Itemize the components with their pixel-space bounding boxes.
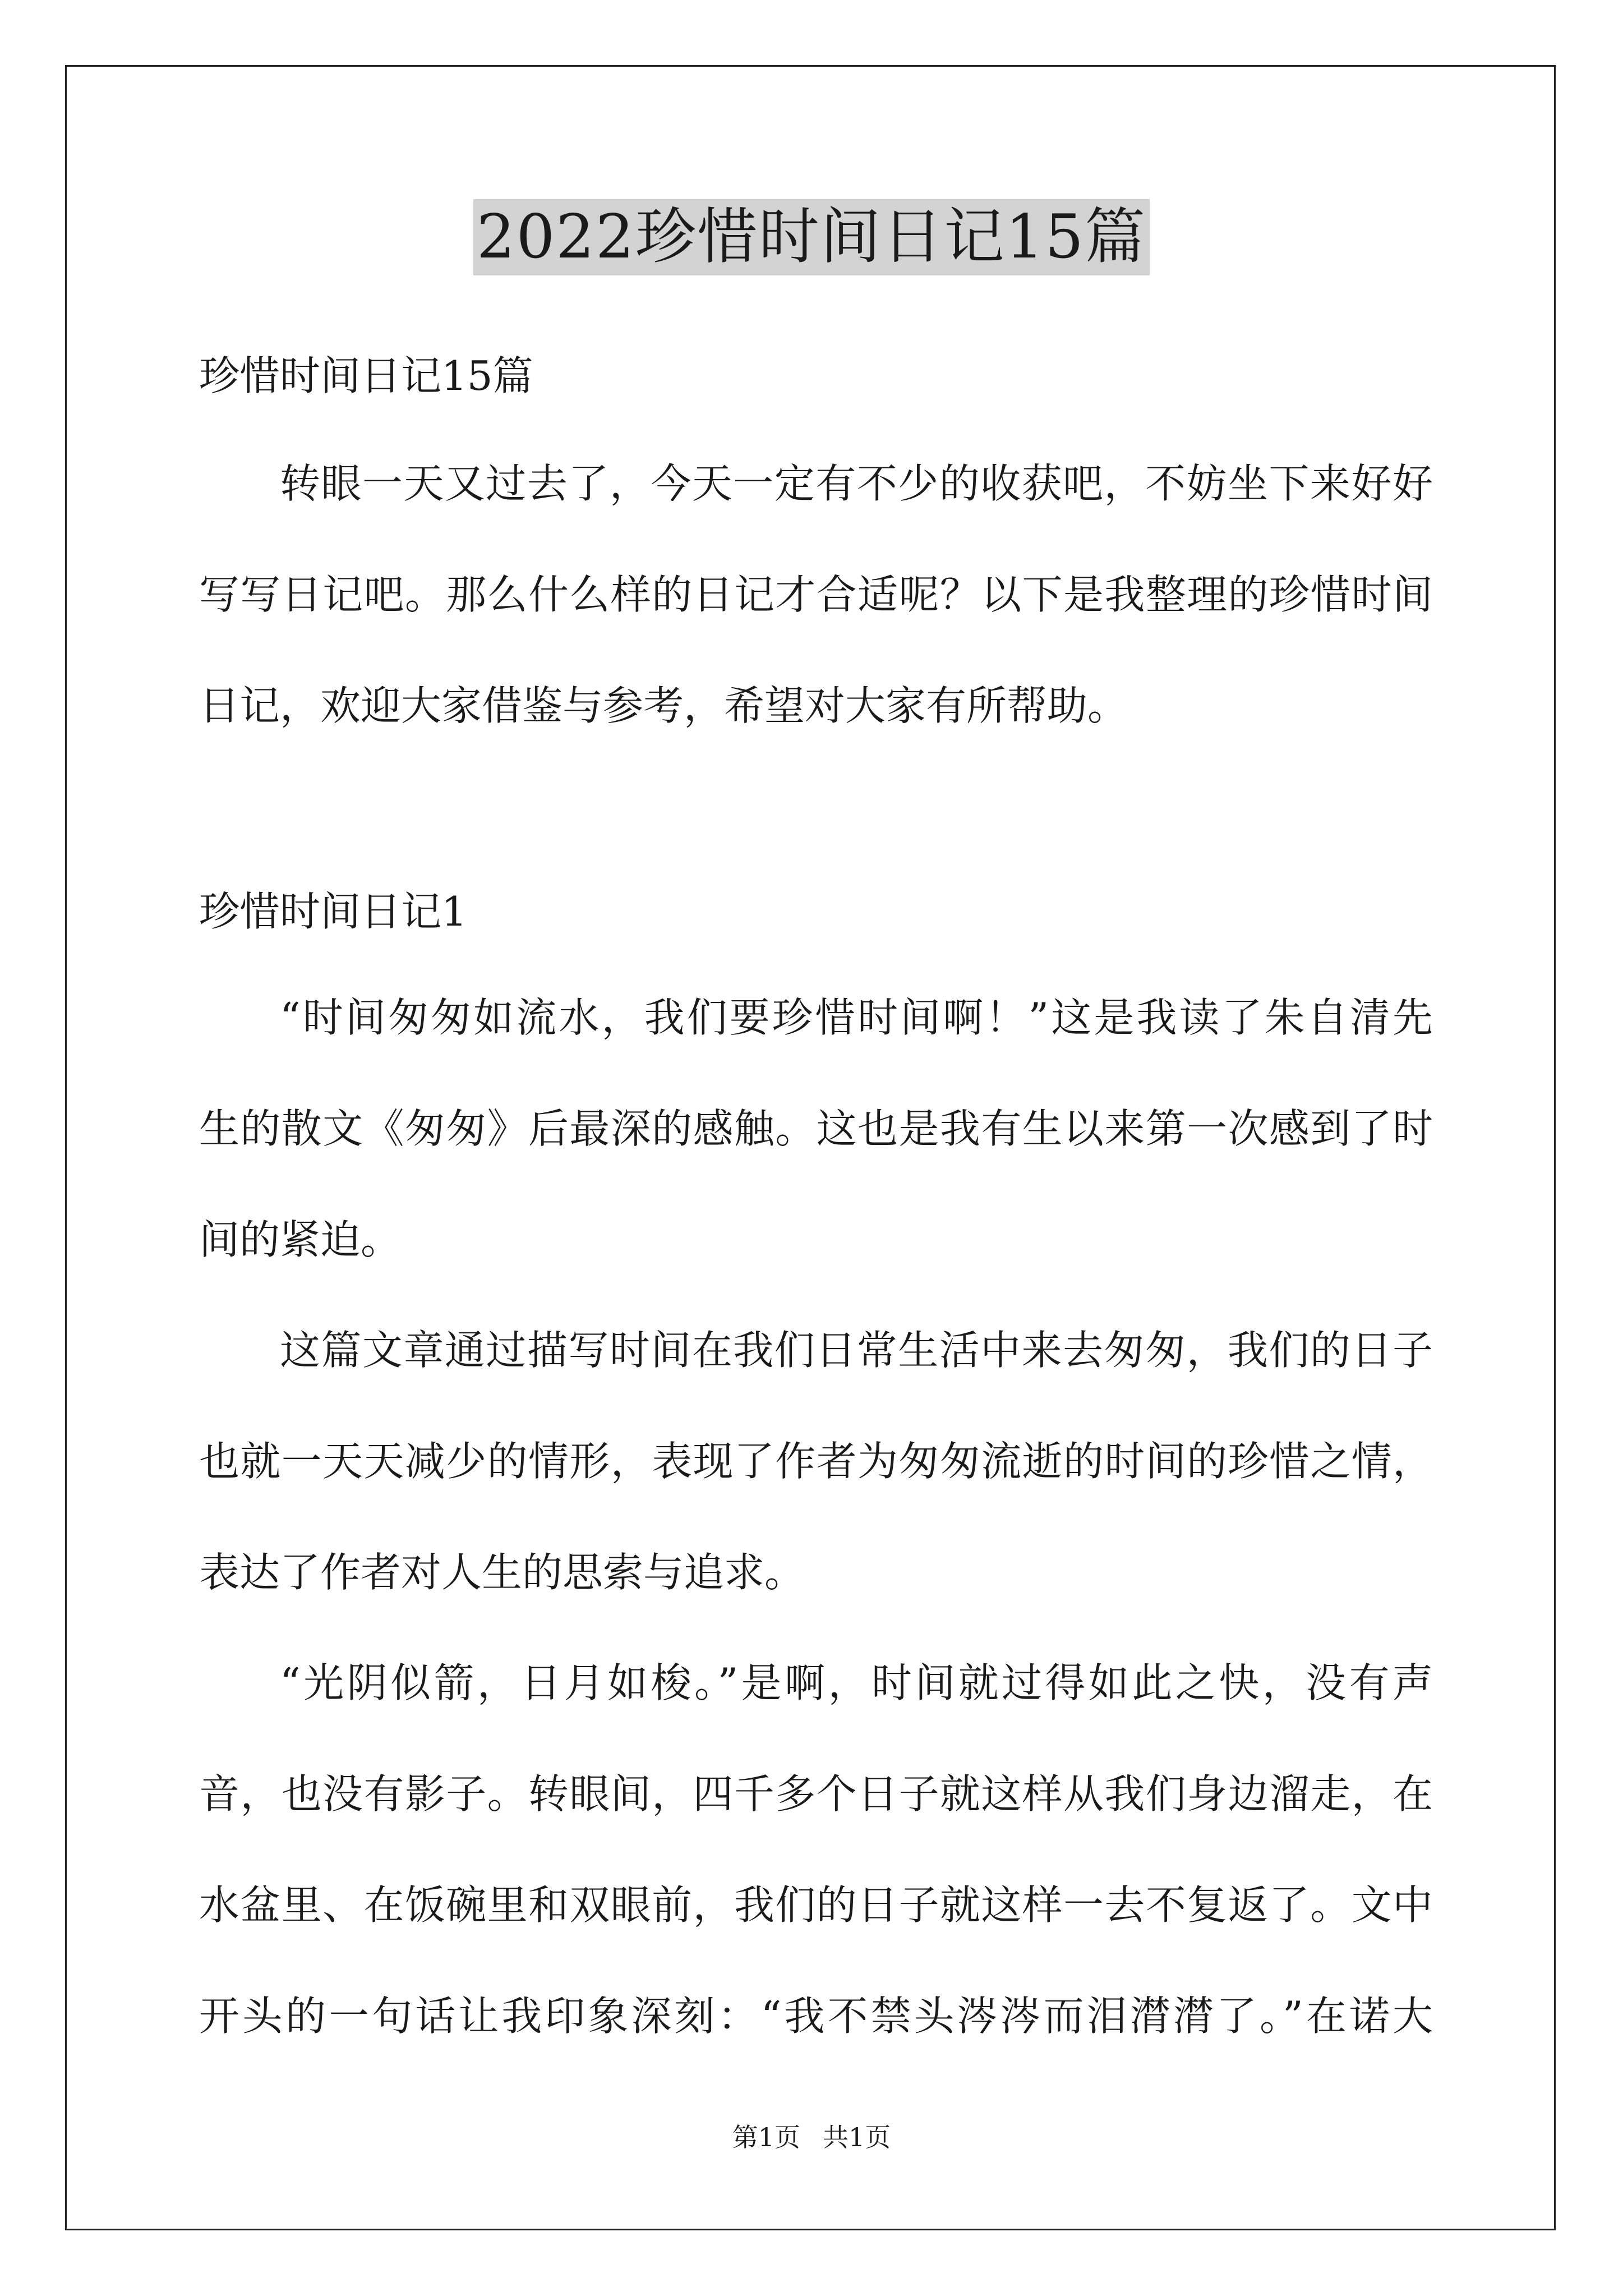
- intro-line-1: 转眼一天又过去了，今天一定有不少的收获吧，不妨坐下来好好: [280, 460, 1433, 507]
- section-heading: 珍惜时间日记1: [199, 888, 467, 935]
- paragraph3-line-1: “光阴似箭，日月如梭。”是啊，时间就过得如此之快，没有声: [280, 1659, 1433, 1706]
- page-number: 第1页: [732, 2122, 800, 2152]
- paragraph3-line-3: 水盆里、在饭碗里和双眼前，我们的日子就这样一去不复返了。文中: [199, 1881, 1433, 1929]
- paragraph2-line-1: 这篇文章通过描写时间在我们日常生活中来去匆匆，我们的日子: [280, 1327, 1433, 1374]
- paragraph2-line-3: 表达了作者对人生的思索与追求。: [199, 1549, 805, 1596]
- paragraph1-line-1: “时间匆匆如流水，我们要珍惜时间啊！”这是我读了朱自清先: [280, 994, 1433, 1041]
- paragraph2-line-2: 也就一天天减少的情形，表现了作者为匆匆流逝的时间的珍惜之情，: [199, 1438, 1433, 1485]
- paragraph3-line-4: 开头的一句话让我印象深刻：“我不禁头涔涔而泪潸潸了。”在诺大: [199, 1993, 1433, 2040]
- title-wrap: [0, 199, 1623, 275]
- page-footer: [0, 2120, 1623, 2154]
- document-subtitle: 珍惜时间日记15篇: [199, 352, 533, 399]
- paragraph1-line-3: 间的紧迫。: [199, 1216, 402, 1263]
- paragraph3-line-2: 音，也没有影子。转眼间，四千多个日子就这样从我们身边溜走，在: [199, 1770, 1433, 1818]
- intro-line-2: 写写日记吧。那么什么样的日记才合适呢？以下是我整理的珍惜时间: [199, 571, 1433, 618]
- paragraph1-line-2: 生的散文《匆匆》后最深的感触。这也是我有生以来第一次感到了时: [199, 1105, 1433, 1152]
- intro-line-3: 日记，欢迎大家借鉴与参考，希望对大家有所帮助。: [199, 682, 1128, 729]
- document-title: 2022珍惜时间日记15篇: [473, 199, 1150, 275]
- page-total: 共1页: [823, 2122, 891, 2152]
